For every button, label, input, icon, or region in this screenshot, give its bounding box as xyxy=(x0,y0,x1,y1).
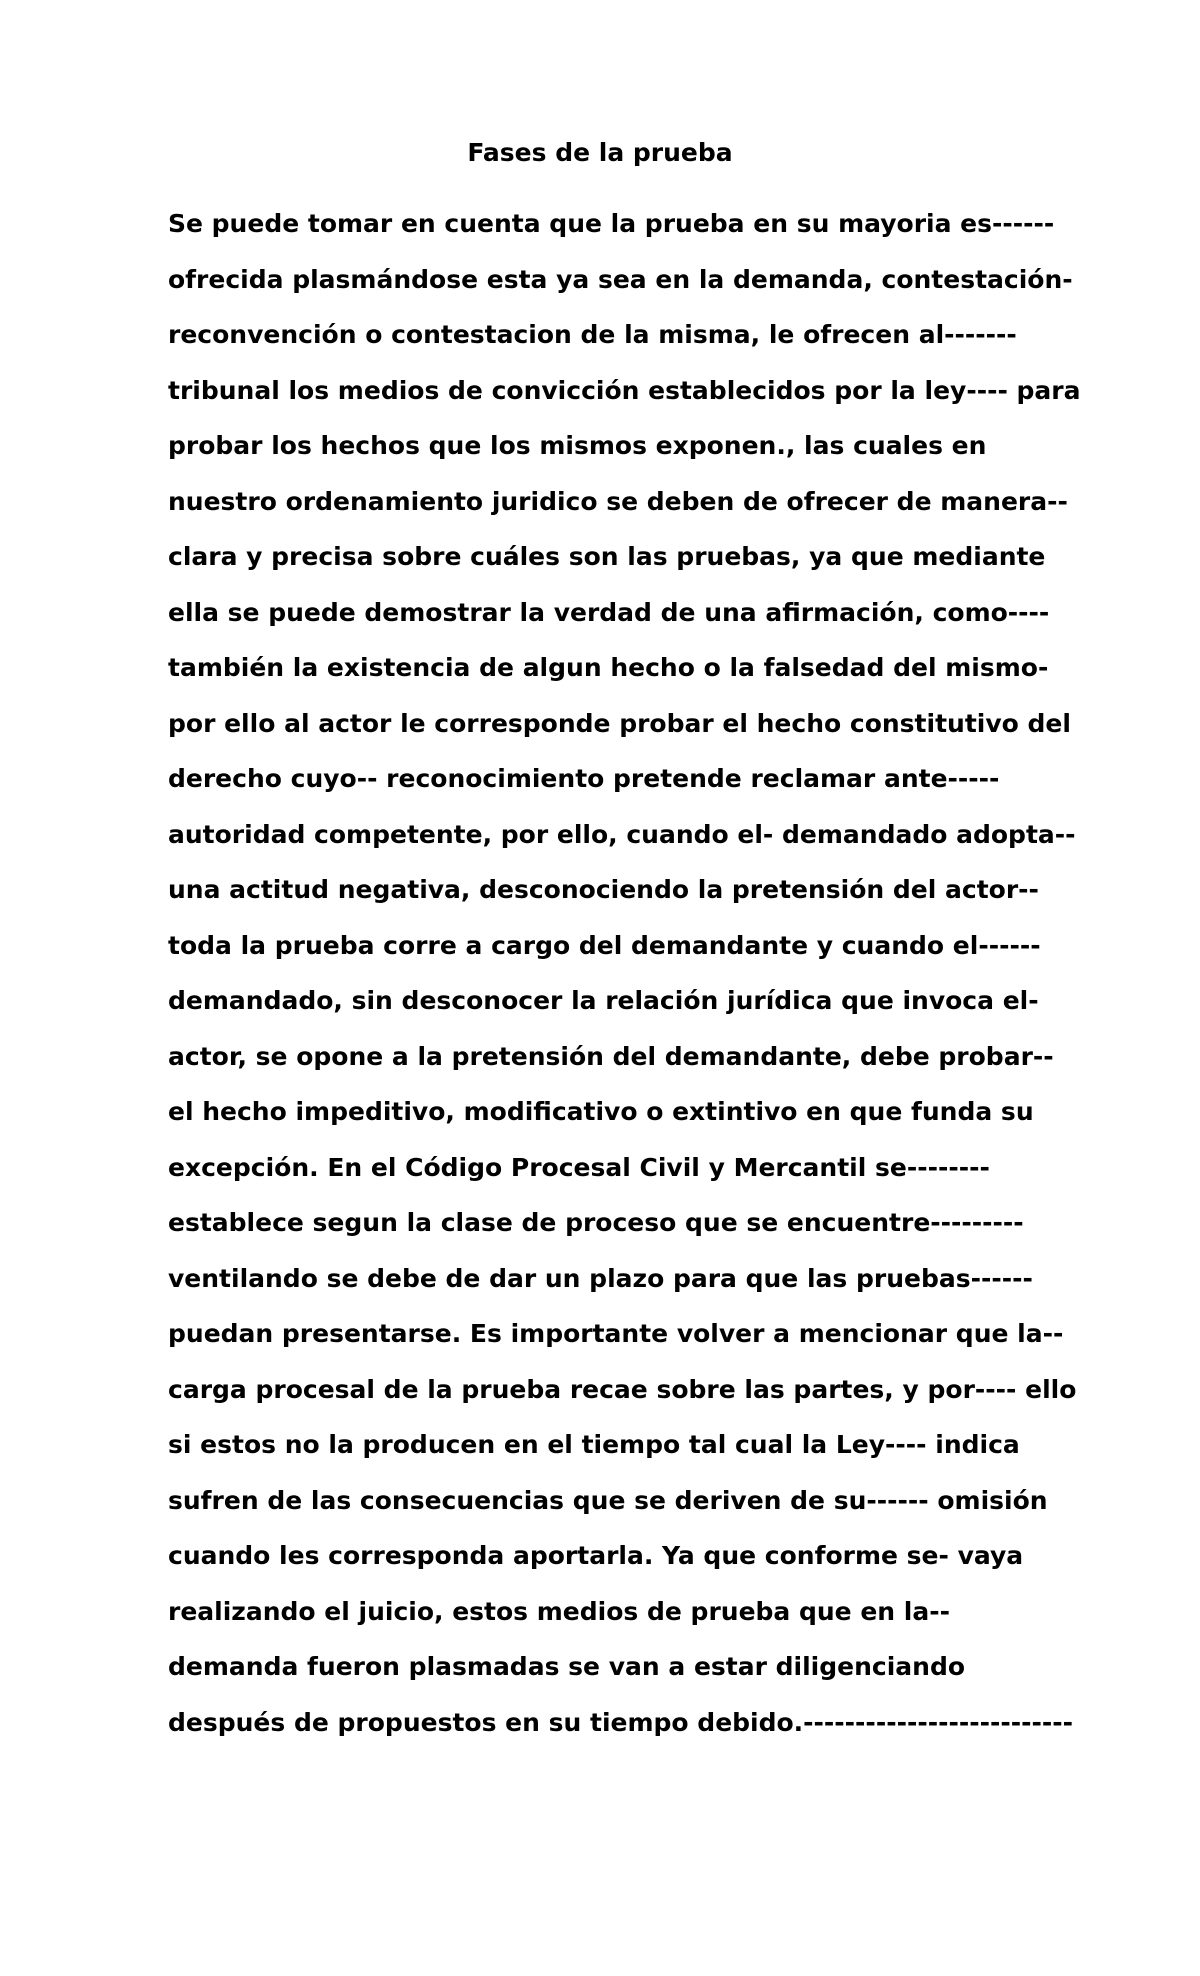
body-line: demandado, sin desconocer la relación jurídica que invoca el- xyxy=(168,986,1039,1015)
body-line: ventilando se debe de dar un plazo para que las pruebas------ xyxy=(168,1263,1033,1293)
body-line: autoridad competente, por ello, cuando el- demandado adopta-- xyxy=(168,819,1076,849)
body-line: después de propuestos en su tiempo debido.-------------------------- xyxy=(168,1707,1073,1737)
document-body xyxy=(168,207,1081,1761)
body-line: Se puede tomar en cuenta que la prueba en su mayoria es------ xyxy=(168,209,1055,238)
body-line: ofrecida plasmándose esta ya sea en la demanda, contestación- xyxy=(168,264,1073,294)
body-line: carga procesal de la prueba recae sobre las partes, y por---- ello xyxy=(168,1374,1077,1404)
body-line: nuestro ordenamiento juridico se deben de ofrecer de manera-- xyxy=(168,486,1068,516)
body-line: probar los hechos que los mismos exponen., las cuales en xyxy=(168,431,987,460)
document-title: Fases de la prueba xyxy=(467,138,733,167)
body-line: toda la prueba corre a cargo del demandante y cuando el------ xyxy=(168,930,1041,960)
body-line: una actitud negativa, desconociendo la pretensión del actor-- xyxy=(168,875,1039,904)
body-line: tribunal los medios de convicción establecidos por la ley---- para xyxy=(168,375,1081,405)
body-line: reconvención o contestacion de la misma, le ofrecen al------- xyxy=(168,320,1017,349)
body-line: si estos no la producen en el tiempo tal cual la Ley---- indica xyxy=(168,1430,1020,1459)
body-line: derecho cuyo-- reconocimiento pretende reclamar ante----- xyxy=(168,764,1000,793)
body-line: realizando el juicio, estos medios de prueba que en la-- xyxy=(168,1596,950,1626)
body-line: actor, se opone a la pretensión del demandante, debe probar-- xyxy=(168,1041,1054,1071)
body-line: el hecho impeditivo, modificativo o extintivo en que funda su xyxy=(168,1097,1034,1126)
body-line: demanda fueron plasmadas se van a estar diligenciando xyxy=(168,1652,966,1681)
body-line: establece segun la clase de proceso que se encuentre--------- xyxy=(168,1208,1024,1237)
body-line: también la existencia de algun hecho o la falsedad del mismo- xyxy=(168,653,1049,682)
body-line: ella se puede demostrar la verdad de una afirmación, como---- xyxy=(168,597,1050,627)
body-line: cuando les corresponda aportarla. Ya que conforme se- vaya xyxy=(168,1541,1024,1570)
body-line: clara y precisa sobre cuáles son las pruebas, ya que mediante xyxy=(168,542,1046,571)
body-line: puedan presentarse. Es importante volver a mencionar que la-- xyxy=(168,1319,1064,1348)
body-line: excepción. En el Código Procesal Civil y Mercantil se-------- xyxy=(168,1152,990,1182)
body-line: sufren de las consecuencias que se deriven de su------ omisión xyxy=(168,1485,1048,1515)
body-line: por ello al actor le corresponde probar el hecho constitutivo del xyxy=(168,708,1071,738)
